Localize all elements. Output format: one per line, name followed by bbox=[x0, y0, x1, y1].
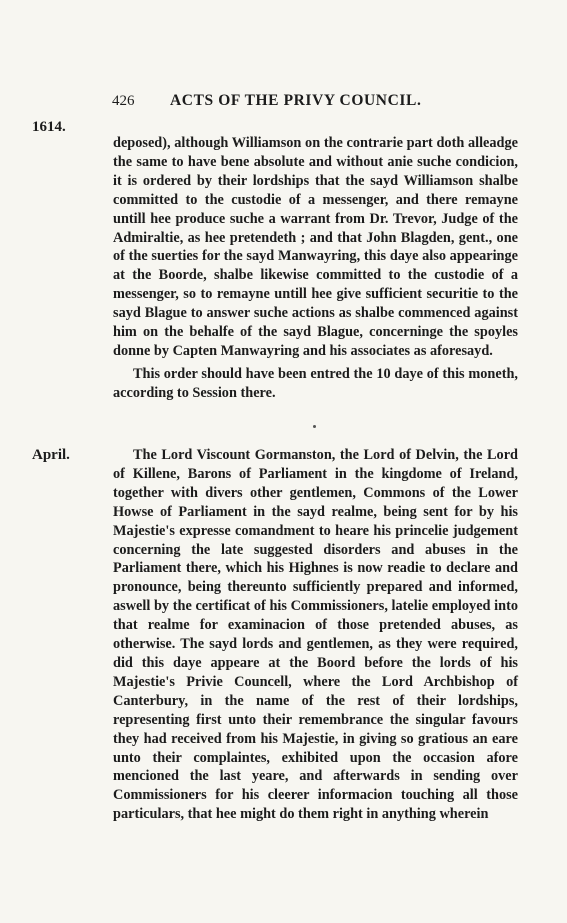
separator-mark bbox=[313, 425, 316, 428]
paragraph-3 bbox=[113, 446, 518, 824]
running-head: ACTS OF THE PRIVY COUNCIL. bbox=[170, 92, 422, 109]
paragraph-text: The Lord Viscount Gormanston, the Lord of Delvin, the Lord of Killene, Barons of Parliament in the kingdome of Ireland, together with divers other gentlemen, Commons of the Lower Howse of Parliament in the sayd realme, being sent for by his Majestie's expresse comandment to heare his princelie judgement concerning the late suggested disorders and abuses in the Parliament there, which his Highnes is now readie to declare and pronounce, being thereunto sufficiently prepared and informed, aswell by the certificat of his Commissioners, latelie employed into that realme for examinacion of those pretended abuses, as otherwise. The sayd lords and gentlemen, as they were required, did this daye appeare at the Boord before the lords of his Majestie's Privie Councell, where the Lord Archbishop of Canterbury, in the name of the rest of their lordships, representing first unto their remembrance the singular favours they had received from his Majestie, in giving so gratious an eare unto their complaintes, exhibited upon the occasion afore mencioned the last yeare, and afterwards in sending over Commissioners for his cleerer informacion touching all those particulars, that hee might do them right in anything wherein bbox=[113, 447, 518, 823]
paragraph-2 bbox=[113, 365, 518, 403]
page-header bbox=[112, 92, 462, 110]
paragraph-text: deposed), although Williamson on the contrarie part doth alleadge the same to have bene absolute and without anie suche condicion, it is ordered by their lordships that the sayd Williamson shalbe committed to the custodie of a messenger, and there remayne untill hee produce suche a warrant from Dr. Trevor, Judge of the Admiraltie, as hee pretendeth ; and that John Blagden, gent., one of the suerties for the sayd Manwayring, this daye also appearinge at the Boorde, shalbe likewise committed to the custodie of a messenger, so to remayne untill hee give sufficient securitie to the sayd Blague to answer suche actions as shalbe commenced against him on the behalfe of the sayd Blague, concerninge the spoyles donne by Capten Manwayring and his associates as aforesayd. bbox=[113, 135, 518, 359]
margin-note-month: April. bbox=[32, 447, 70, 463]
margin-note-year: 1614. bbox=[32, 119, 66, 135]
page-number: 426 bbox=[112, 93, 135, 109]
paragraph-1 bbox=[113, 134, 518, 361]
paragraph-text: This order should have been entred the 10 daye of this moneth, according to Session there. bbox=[113, 366, 518, 401]
